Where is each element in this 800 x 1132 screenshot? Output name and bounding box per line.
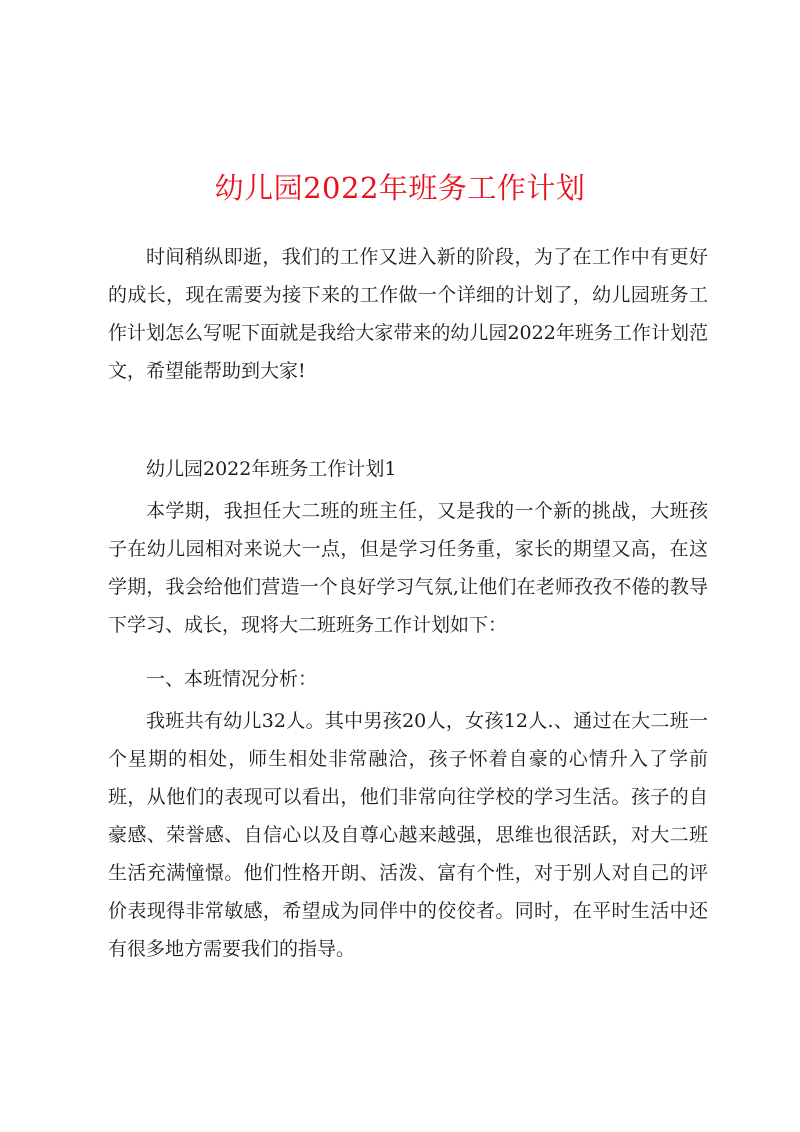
- plan-1-paragraph: 本学期，我担任大二班的班主任，又是我的一个新的挑战，大班孩子在幼儿园相对来说大一点，但是学习任务重，家长的期望又高，在这学期，我会给他们营造一个良好学习气氛,让他们在老师孜孜不倦的教导下学习、成长，现将大二班班务工作计划如下：: [108, 500, 708, 636]
- section-1-body: 我班共有幼儿32人。其中男孩20人，女孩12人.、通过在大二班一个星期的相处，师生相处非常融洽，孩子怀着自豪的心情升入了学前班，从他们的表现可以看出，他们非常向往学校的学习生活。孩子的自豪感、荣誉感、自信心以及自尊心越来越强，思维也很活跃，对大二班生活充满憧憬。他们性格开朗、活泼、富有个性，对于别人对自己的评价表现得非常敏感，希望成为同伴中的佼佼者。同时，在平时生活中还有很多地方需要我们的指导。: [108, 710, 708, 960]
- document-title: 幼儿园2022年班务工作计划: [214, 171, 586, 205]
- intro-paragraph: 时间稍纵即逝，我们的工作又进入新的阶段，为了在工作中有更好的成长，现在需要为接下来的工作做一个详细的计划了，幼儿园班务工作计划怎么写呢下面就是我给大家带来的幼儿园2022年班务工作计划范文，希望能帮助到大家!: [108, 246, 708, 382]
- plan-1-subheading: 幼儿园2022年班务工作计划1: [146, 458, 397, 480]
- section-1-heading: 一、本班情况分析：: [146, 668, 318, 690]
